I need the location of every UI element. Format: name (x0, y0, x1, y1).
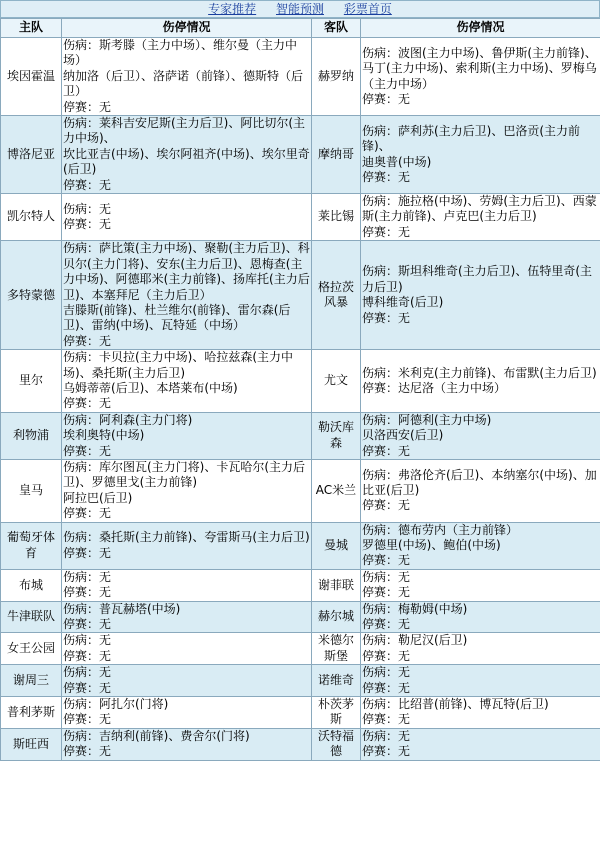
status-line: 停赛：无 (362, 91, 411, 106)
away-team: 谢菲联 (312, 569, 361, 601)
status-line: 伤病：无 (63, 633, 112, 648)
status-line: 伤病：施拉格(中场)、劳姆(主力后卫)、西蒙斯(主力前锋)、卢克巴(主力后卫) (362, 194, 597, 224)
status-line: 吉滕斯(前锋)、杜兰维尔(前锋)、雷尔森(后卫)、雷纳(中场)、瓦特延（中场） (63, 302, 291, 333)
nav-link-expert[interactable]: 专家推荐 (208, 2, 257, 16)
status-line: 伤病：无 (362, 728, 411, 743)
home-injury-info (62, 412, 312, 459)
table-row (1, 194, 600, 241)
status-line: 停赛：无 (63, 506, 112, 521)
status-line: 停赛：无 (362, 443, 411, 458)
status-line: 停赛：无 (63, 177, 112, 192)
status-line: 伤病：斯坦科维奇(主力后卫)、伍特里奇(主力后卫) (362, 264, 593, 294)
home-injury-info (62, 116, 312, 194)
home-injury-info (62, 633, 312, 665)
status-line: 纳加洛（后卫）、洛萨诺（前锋）、德斯特（后卫） (63, 68, 304, 99)
home-team: 利物浦 (1, 412, 62, 459)
status-line: 迪奥普(中场) (362, 154, 432, 169)
status-line: 停赛：无 (63, 396, 112, 411)
status-line: 停赛：无 (362, 224, 411, 239)
away-injury-info (361, 633, 600, 665)
home-injury-info (62, 522, 312, 569)
header-away: 客队 (312, 19, 361, 38)
status-line: 伤病：比绍普(前锋)、博瓦特(后卫) (362, 697, 549, 712)
home-team: 博洛尼亚 (1, 116, 62, 194)
away-team: 勒沃库森 (312, 412, 361, 459)
status-line: 伤病：无 (362, 665, 411, 680)
status-line: 停赛：无 (63, 617, 112, 632)
status-line: 伤病：萨比策(主力中场)、聚勒(主力后卫)、科贝尔(主力门将)、安东(主力后卫)、恩梅查(主力中场)、阿德耶米(主力前锋)、扬库托(主力后卫)、本塞拜尼（主力后卫） (63, 241, 310, 302)
status-line: 伤病：莱科吉安尼斯(主力后卫)、阿比切尔(主力中场)、 (63, 116, 306, 146)
status-line: 伤病：萨利苏(主力后卫)、巴洛贡(主力前锋)、 (362, 123, 581, 154)
away-injury-info (361, 38, 600, 116)
away-team: 摩纳哥 (312, 116, 361, 194)
home-injury-info (62, 728, 312, 760)
status-line: 停赛：无 (362, 712, 411, 727)
home-injury-info (62, 38, 312, 116)
table-row (1, 728, 600, 760)
status-line: 伤病：阿利森(主力门将) (63, 412, 193, 427)
home-team: 谢周三 (1, 665, 62, 697)
away-injury-info (361, 350, 600, 413)
home-team: 普利茅斯 (1, 697, 62, 729)
away-team: 朴茨茅斯 (312, 697, 361, 729)
status-line: 罗德里(中场)、鲍伯(中场) (362, 538, 501, 552)
home-injury-info (62, 459, 312, 522)
status-line: 停赛：达尼洛（主力中场） (362, 380, 507, 395)
away-team: 赫罗纳 (312, 38, 361, 116)
status-line: 乌姆蒂蒂(后卫)、本塔莱布(中场) (63, 380, 238, 395)
status-line: 停赛：无 (362, 553, 411, 568)
status-line: 停赛：无 (63, 99, 112, 114)
status-line: 伤病：无 (362, 569, 411, 584)
status-line: 伤病：无 (63, 665, 112, 680)
status-line: 伤病：阿扎尔(门将) (63, 697, 169, 712)
table-row (1, 38, 600, 116)
table-row (1, 350, 600, 413)
status-line: 停赛：无 (362, 617, 411, 632)
header-away-status: 伤停情况 (361, 19, 600, 38)
status-line: 贝洛西安(后卫) (362, 428, 444, 443)
status-line: 伤病：普瓦赫塔(中场) (63, 601, 181, 616)
status-line: 停赛：无 (63, 333, 112, 348)
away-injury-info (361, 459, 600, 522)
home-team: 牛津联队 (1, 601, 62, 633)
status-line: 坎比亚吉(中场)、埃尔阿祖齐(中场)、埃尔里奇(后卫) (63, 146, 310, 177)
status-line: 伤病：库尔图瓦(主力门将)、卡瓦哈尔(主力后卫)、罗德里戈(主力前锋) (63, 459, 306, 490)
table-row (1, 665, 600, 697)
home-injury-info (62, 569, 312, 601)
away-team: 米德尔斯堡 (312, 633, 361, 665)
status-line: 伤病：阿德利(主力中场) (362, 412, 492, 427)
status-line: 停赛：无 (362, 310, 411, 325)
home-injury-info (62, 350, 312, 413)
home-team: 布城 (1, 569, 62, 601)
away-team: 曼城 (312, 522, 361, 569)
home-team: 里尔 (1, 350, 62, 413)
table-row (1, 459, 600, 522)
home-injury-info (62, 601, 312, 633)
away-injury-info (361, 601, 600, 633)
away-injury-info (361, 412, 600, 459)
table-row (1, 601, 600, 633)
status-line: 停赛：无 (362, 648, 411, 663)
status-line: 停赛：无 (63, 744, 112, 759)
status-line: 伤病：无 (63, 569, 112, 584)
home-team: 凯尔特人 (1, 194, 62, 241)
status-line: 埃利奥特(中场) (63, 428, 145, 443)
home-team: 皇马 (1, 459, 62, 522)
home-team: 多特蒙德 (1, 241, 62, 350)
home-team: 埃因霍温 (1, 38, 62, 116)
home-team: 女王公园 (1, 633, 62, 665)
away-team: 赫尔城 (312, 601, 361, 633)
status-line: 停赛：无 (63, 680, 112, 695)
away-team: 沃特福德 (312, 728, 361, 760)
table-row (1, 116, 600, 194)
home-injury-info (62, 697, 312, 729)
table-row (1, 241, 600, 350)
table-row (1, 633, 600, 665)
table-row (1, 697, 600, 729)
table-row (1, 412, 600, 459)
status-line: 停赛：无 (362, 498, 411, 513)
table-header-row (1, 19, 600, 38)
status-line: 停赛：无 (63, 545, 112, 560)
status-line: 伤病：无 (63, 201, 112, 216)
status-line: 停赛：无 (63, 217, 112, 232)
header-home: 主队 (1, 19, 62, 38)
table-row (1, 522, 600, 569)
nav-link-lottery-home[interactable]: 彩票首页 (343, 2, 392, 16)
status-line: 伤病：波图(主力中场)、鲁伊斯(主力前锋)、马丁(主力中场)、索利斯(主力中场)、罗梅乌（主力中场） (362, 45, 597, 91)
status-line: 伤病：弗洛伦齐(后卫)、本纳塞尔(中场)、加比亚(后卫) (362, 467, 597, 498)
status-line: 停赛：无 (63, 712, 112, 727)
away-injury-info (361, 697, 600, 729)
away-injury-info (361, 728, 600, 760)
status-line: 伤病：卡贝拉(主力中场)、哈拉兹森(主力中场)、桑托斯(主力后卫) (63, 350, 294, 380)
status-line: 停赛：无 (362, 744, 411, 759)
status-line: 阿拉巴(后卫) (63, 490, 133, 505)
status-line: 停赛：无 (362, 169, 411, 184)
top-nav (0, 0, 600, 18)
header-home-status: 伤停情况 (62, 19, 312, 38)
status-line: 伤病：斯考滕（主力中场）、维尔曼（主力中场） (63, 38, 298, 68)
status-line: 伤病：梅勒姆(中场) (362, 601, 468, 616)
status-line: 停赛：无 (63, 443, 112, 458)
home-injury-info (62, 665, 312, 697)
away-team: 莱比锡 (312, 194, 361, 241)
away-injury-info (361, 194, 600, 241)
injury-table (0, 18, 600, 761)
away-injury-info (361, 116, 600, 194)
status-line: 伤病：吉纳利(前锋)、费舍尔(门将) (63, 728, 250, 743)
away-injury-info (361, 522, 600, 569)
away-team: 尤文 (312, 350, 361, 413)
status-line: 博科维奇(后卫) (362, 295, 444, 310)
away-team: AC米兰 (312, 459, 361, 522)
away-team: 格拉茨风暴 (312, 241, 361, 350)
away-injury-info (361, 665, 600, 697)
away-injury-info (361, 569, 600, 601)
status-line: 停赛：无 (362, 680, 411, 695)
status-line: 停赛：无 (362, 585, 411, 600)
status-line: 伤病：米利克(主力前锋)、布雷默(主力后卫) (362, 365, 597, 380)
nav-link-prediction[interactable]: 智能预测 (275, 2, 324, 16)
status-line: 停赛：无 (63, 585, 112, 600)
table-row (1, 569, 600, 601)
home-team: 葡萄牙体育 (1, 522, 62, 569)
away-team: 诺维奇 (312, 665, 361, 697)
home-injury-info (62, 241, 312, 350)
status-line: 伤病：桑托斯(主力前锋)、夸雷斯马(主力后卫) (63, 530, 310, 545)
away-injury-info (361, 241, 600, 350)
status-line: 停赛：无 (63, 648, 112, 663)
home-team: 斯旺西 (1, 728, 62, 760)
status-line: 伤病：勒尼汉(后卫) (362, 633, 468, 648)
home-injury-info (62, 194, 312, 241)
status-line: 伤病：德布劳内（主力前锋） (362, 522, 519, 537)
